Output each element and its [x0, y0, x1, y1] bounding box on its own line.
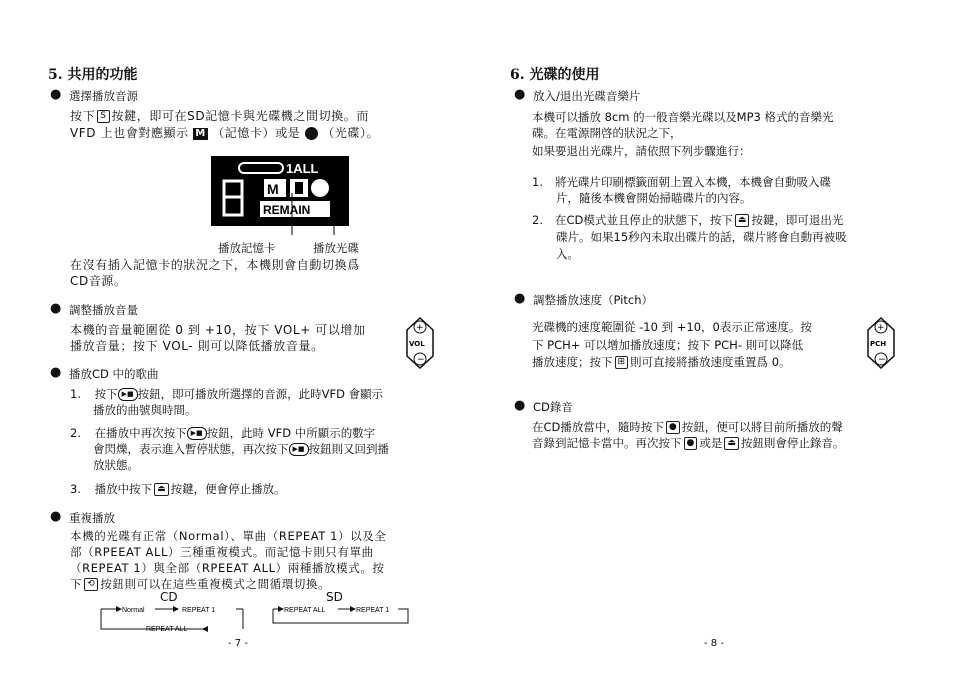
eject-icon: ⏏ [154, 483, 169, 496]
section6-title: 6. 光碟的使用 [510, 67, 600, 83]
mode-normal: Normal [122, 607, 145, 614]
repeat-line4: 下 ⟲ 按鈕則可以在這些重複模式之間循環切換。 [70, 577, 331, 591]
svg-text:+: + [877, 323, 885, 333]
sd-mode-repeat1: REPEAT 1 [356, 607, 390, 614]
eject-icon: ⏏ [724, 437, 739, 450]
svg-text:+: + [416, 323, 424, 333]
svg-text:VOL: VOL [409, 340, 425, 348]
load-item1: 1. 將光碟片印刷標籤面朝上置入本機，本機會自動吸入碟 [532, 175, 831, 189]
page-number-right: - 8 - [704, 638, 724, 649]
play-item2-cont1: 會閃爍，表示進入暫停狀態，再次按下 ▶■ 按鈕則又回到播 [93, 442, 389, 456]
play-pause-icon: ▶■ [289, 443, 309, 456]
volume-line1: 本機的音量範圍從 0 到 +10，按下 VOL+ 可以增加 [70, 323, 366, 337]
mode-repeat-all: REPEAT ALL [146, 626, 188, 633]
vfd-display [210, 155, 350, 235]
play-pause-icon: ▶■ [187, 427, 207, 440]
s-key-icon: S [97, 110, 109, 123]
load-line3: 如果要退出光碟片，請依照下列步驟進行： [532, 144, 751, 158]
repeat-sd-label: SD [326, 590, 343, 604]
record-icon: ● [684, 437, 698, 450]
volume-line2: 播放音量；按下 VOL- 則可以降低播放音量。 [70, 339, 324, 353]
no-card-note-line2: CD音源。 [70, 274, 127, 288]
bullet-repeat: ● 重複播放 [69, 510, 115, 526]
disc-icon [305, 127, 318, 140]
load-line2: 碟。在電源開啓的狀況之下， [532, 126, 682, 140]
record-icon: ● [666, 421, 680, 434]
mode-repeat1: REPEAT 1 [182, 607, 216, 614]
load-line1: 本機可以播放 8cm 的一般音樂光碟以及MP3 格式的音樂光 [532, 110, 834, 124]
pitch-line1: 光碟機的速度範圍從 -10 到 +10，0表示正常速度。按 [532, 320, 812, 334]
record-line2: 音錄到記憶卡當中。再次按下 ● 或是 ⏏ 按鈕則會停止錄音。 [532, 436, 845, 450]
play-item3: 3. 播放中按下 ⏏ 按鍵，便會停止播放。 [70, 482, 286, 496]
pitch-line3: 播放速度；按下 ⊞ 則可直接將播放速度重置爲 0。 [532, 355, 791, 369]
play-item1-cont: 播放的曲號與時間。 [93, 403, 197, 417]
record-line1: 在CD播放當中，隨時按下 ● 按鈕，便可以將目前所播放的聲 [532, 420, 843, 434]
repeat-cd-label: CD [160, 590, 178, 604]
sd-mode-repeat-all: REPEAT ALL [284, 607, 326, 614]
repeat-line3: （REPEAT 1）與全部（RPEEAT ALL）兩種播放模式。按 [70, 561, 385, 575]
section5-title: 5. 共用的功能 [48, 67, 138, 83]
bullet-select-source: ● 選擇播放音源 [69, 88, 138, 104]
label-play-card: 播放記憶卡 [218, 241, 276, 255]
load-item2-cont2: 入。 [556, 247, 579, 261]
label-play-cd: 播放光碟 [313, 241, 359, 255]
bullet-volume: ● 調整播放音量 [69, 302, 138, 318]
bullet-play: ● 播放CD 中的歌曲 [69, 366, 159, 382]
memory-card-icon: M [195, 127, 206, 139]
load-item1-cont: 片，隨後本機會開始掃瞄碟片的內容。 [556, 191, 752, 205]
repeat-button-icon: ⟲ [84, 578, 98, 591]
load-item2-cont1: 碟片。如果15秒內未取出碟片的話，碟片將會自動再被吸 [556, 230, 847, 244]
volume-knob-icon [405, 316, 435, 370]
play-pause-icon: ▶■ [118, 388, 138, 401]
bullet-pitch: ● 調整播放速度（Pitch） [533, 292, 653, 308]
load-item2: 2. 在CD模式並且停止的狀態下，按下 ⏏ 按鍵，即可退出光 [532, 213, 844, 227]
svg-text:M: M [267, 181, 279, 197]
pitch-line2: 下 PCH+ 可以增加播放速度；按下 PCH- 則可以降低 [532, 338, 804, 352]
eject-icon: ⏏ [735, 214, 750, 227]
repeat-line1: 本機的光碟有正常（Normal）、單曲（REPEAT 1）以及全 [70, 529, 387, 543]
no-card-note-line1: 在沒有插入記憶卡的狀況之下，本機則會自動切換爲 [70, 258, 360, 272]
repeat-line2: 部（RPEEAT ALL）三種重複模式。而記憶卡則只有單曲 [70, 545, 374, 559]
select-source-line2: VFD 上也會對應顯示 M （記憶卡）或是 （光碟）。 [70, 126, 380, 140]
svg-text:−: − [417, 355, 425, 365]
page-number-left: - 7 - [228, 638, 248, 649]
svg-text:−: − [878, 355, 886, 365]
repeat-mode-diagram [98, 601, 418, 635]
play-item1: 1. 按下 ▶■ 按鈕，即可播放所選擇的音源，此時VFD 會顯示 [70, 387, 384, 401]
pitch-knob-icon [866, 316, 896, 370]
bullet-load-disc: ● 放入/退出光碟音樂片 [533, 88, 640, 104]
play-item2-cont2: 放狀態。 [93, 458, 139, 472]
play-item2: 2. 在播放中再次按下 ▶■ 按鈕，此時 VFD 中所顯示的數字 [70, 426, 376, 440]
svg-text:PCH: PCH [870, 340, 887, 348]
select-source-line1: 按下 S 按鍵，即可在SD記憶卡與光碟機之間切換。而 [70, 109, 369, 123]
bullet-record: ● CD錄音 [533, 399, 573, 415]
pitch-reset-icon: ⊞ [615, 356, 629, 369]
vfd-remain-text: REMAIN [263, 203, 311, 217]
vfd-repeat-text: 1ALL [286, 161, 319, 176]
